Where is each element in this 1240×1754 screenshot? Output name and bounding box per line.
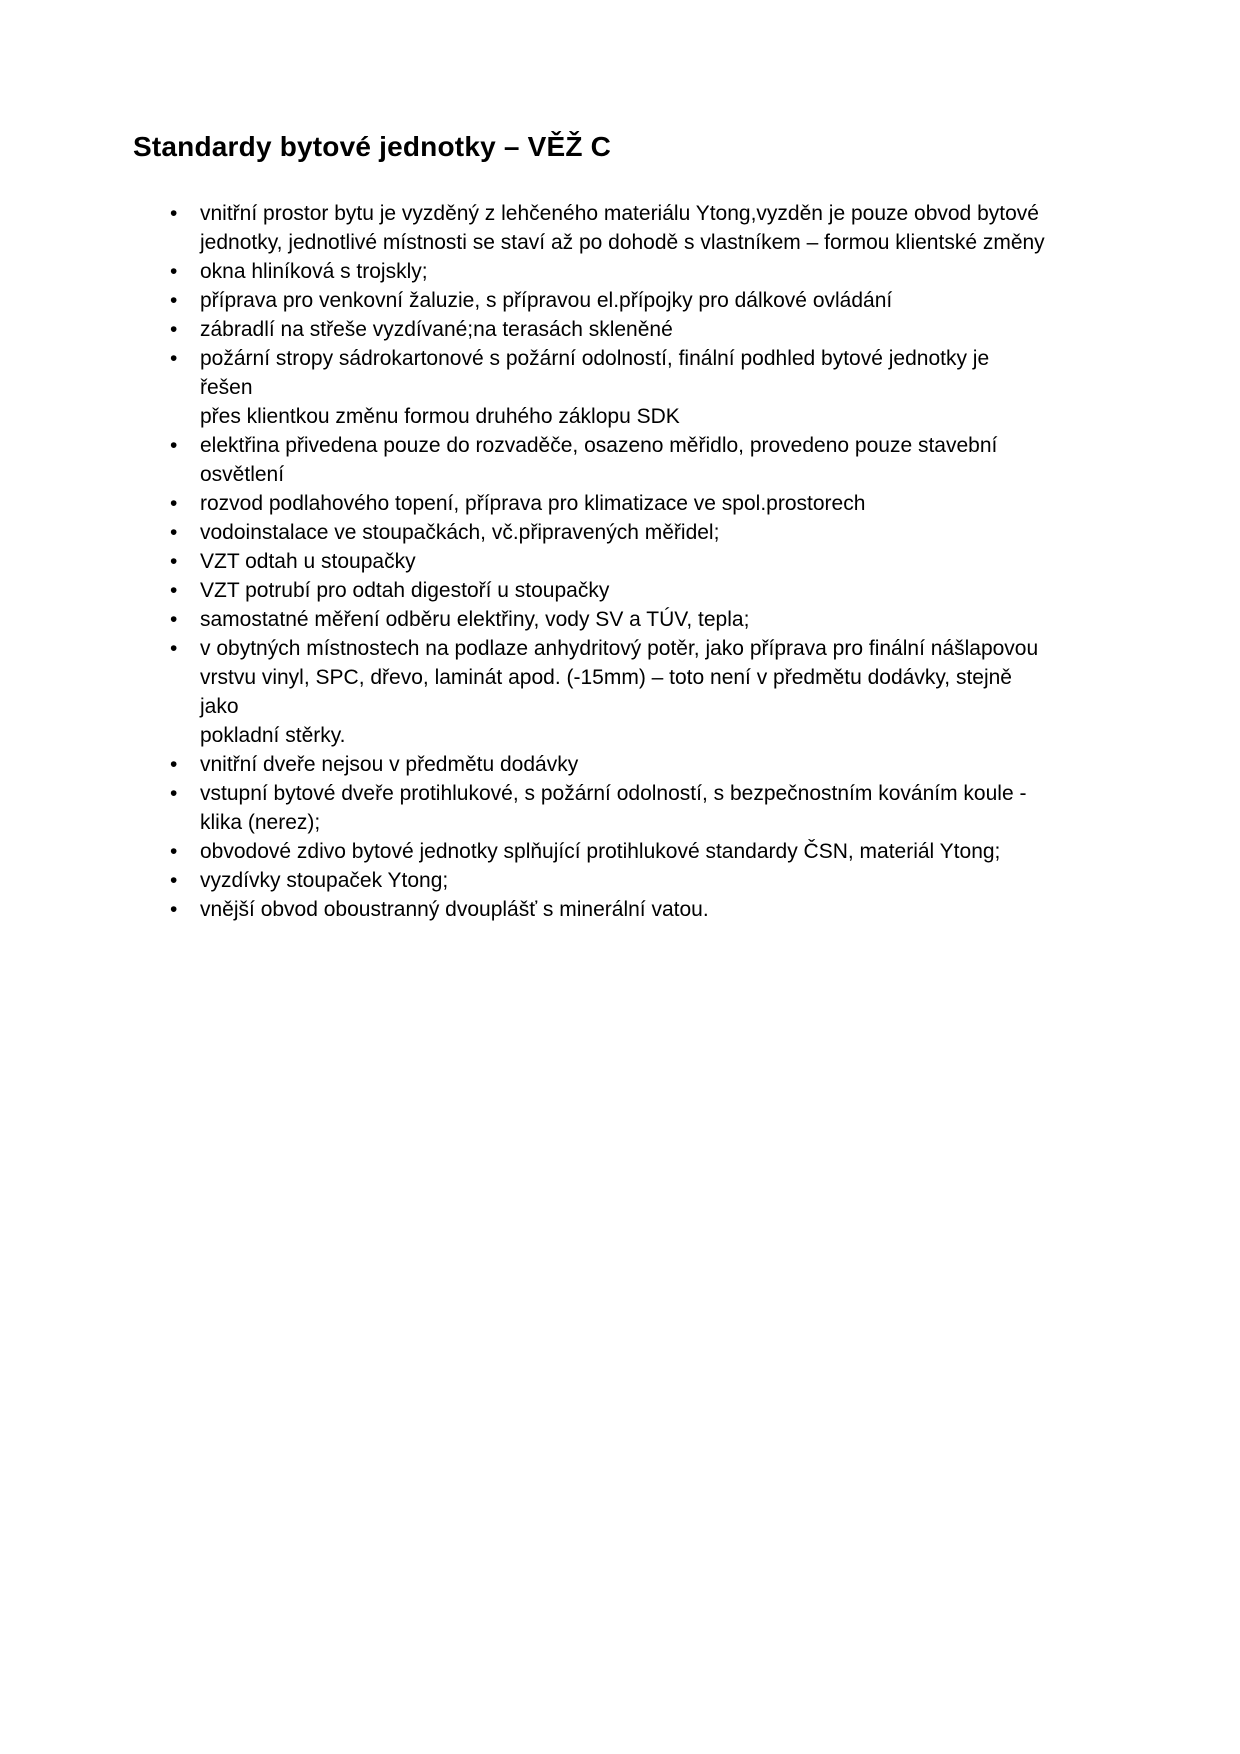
list-item <box>133 576 1045 605</box>
list-item <box>133 779 1045 837</box>
list-item <box>133 431 1045 489</box>
bullet-text-line: vnější obvod oboustranný dvouplášť s minerální vatou. <box>200 898 709 921</box>
bullet-text <box>200 257 1045 286</box>
bullet-text-line: vstupní bytové dveře protihlukové, s požární odolností, s bezpečnostním kováním koule - <box>200 782 1027 805</box>
list-item <box>133 199 1045 257</box>
bullet-icon: • <box>170 898 178 921</box>
bullet-text-line: VZT odtah u stoupačky <box>200 550 416 573</box>
bullet-text <box>200 199 1045 257</box>
bullet-icon: • <box>170 521 178 544</box>
bullet-text <box>200 286 1045 315</box>
bullet-icon: • <box>170 289 178 312</box>
bullet-text <box>200 634 1045 750</box>
bullet-text-line: jednotky, jednotlivé místnosti se staví až po dohodě s vlastníkem – formou klientské změny <box>200 231 1045 254</box>
bullet-icon: • <box>170 608 178 631</box>
bullet-text-line: v obytných místnostech na podlaze anhydritový potěr, jako příprava pro finální nášlapovou <box>200 637 1039 660</box>
bullet-text-line: požární stropy sádrokartonové s požární odolností, finální podhled bytové jednotky je řešen <box>200 347 990 399</box>
bullet-icon: • <box>170 347 178 370</box>
list-item <box>133 518 1045 547</box>
bullet-text-line: VZT potrubí pro odtah digestoří u stoupačky <box>200 579 610 602</box>
bullet-text-line: osvětlení <box>200 463 285 486</box>
document-title: Standardy bytové jednotky – VĚŽ C <box>133 131 612 162</box>
bullet-text-line: vnitřní dveře nejsou v předmětu dodávky <box>200 753 579 776</box>
bullet-text <box>200 866 1045 895</box>
bullet-icon: • <box>170 782 178 805</box>
bullet-text-line: vnitřní prostor bytu je vyzděný z lehčeného materiálu Ytong,vyzděn je pouze obvod bytové <box>200 202 1039 225</box>
bullet-list <box>133 199 1045 924</box>
bullet-icon: • <box>170 434 178 457</box>
list-item <box>133 750 1045 779</box>
bullet-text-line: vyzdívky stoupaček Ytong; <box>200 869 449 892</box>
list-item <box>133 837 1045 866</box>
bullet-icon: • <box>170 840 178 863</box>
bullet-text <box>200 518 1045 547</box>
list-item <box>133 315 1045 344</box>
bullet-text <box>200 344 1045 431</box>
bullet-text-line: okna hliníková s trojskly; <box>200 260 428 283</box>
list-item <box>133 866 1045 895</box>
list-item <box>133 344 1045 431</box>
list-item <box>133 895 1045 924</box>
bullet-text <box>200 605 1045 634</box>
bullet-text <box>200 431 1045 489</box>
list-item <box>133 605 1045 634</box>
list-item <box>133 547 1045 576</box>
bullet-text <box>200 895 1045 924</box>
bullet-text-line: vodoinstalace ve stoupačkách, vč.připravených měřidel; <box>200 521 720 544</box>
bullet-text <box>200 489 1045 518</box>
bullet-icon: • <box>170 492 178 515</box>
bullet-text-line: vrstvu vinyl, SPC, dřevo, laminát apod. (-15mm) – toto není v předmětu dodávky, stejně jako <box>200 666 1012 718</box>
bullet-text-line: obvodové zdivo bytové jednotky splňující protihlukové standardy ČSN, materiál Ytong; <box>200 840 1001 863</box>
bullet-text <box>200 779 1045 837</box>
bullet-text <box>200 750 1045 779</box>
bullet-icon: • <box>170 753 178 776</box>
bullet-text-line: pokladní stěrky. <box>200 724 346 747</box>
bullet-icon: • <box>170 202 178 225</box>
list-item <box>133 489 1045 518</box>
bullet-icon: • <box>170 579 178 602</box>
bullet-text <box>200 837 1045 866</box>
list-item <box>133 257 1045 286</box>
bullet-icon: • <box>170 318 178 341</box>
bullet-icon: • <box>170 869 178 892</box>
list-item <box>133 286 1045 315</box>
bullet-text <box>200 315 1045 344</box>
bullet-text-line: příprava pro venkovní žaluzie, s přípravou el.přípojky pro dálkové ovládání <box>200 289 893 312</box>
list-item <box>133 634 1045 750</box>
bullet-text-line: samostatné měření odběru elektřiny, vody SV a TÚV, tepla; <box>200 608 750 631</box>
bullet-text-line: klika (nerez); <box>200 811 321 834</box>
bullet-icon: • <box>170 637 178 660</box>
bullet-text <box>200 547 1045 576</box>
bullet-text <box>200 576 1045 605</box>
bullet-text-line: elektřina přivedena pouze do rozvaděče, osazeno měřidlo, provedeno pouze stavební <box>200 434 998 457</box>
bullet-text-line: přes klientkou změnu formou druhého záklopu SDK <box>200 405 680 428</box>
bullet-text-line: rozvod podlahového topení, příprava pro klimatizace ve spol.prostorech <box>200 492 866 515</box>
bullet-icon: • <box>170 550 178 573</box>
bullet-text-line: zábradlí na střeše vyzdívané;na terasách skleněné <box>200 318 673 341</box>
bullet-icon: • <box>170 260 178 283</box>
